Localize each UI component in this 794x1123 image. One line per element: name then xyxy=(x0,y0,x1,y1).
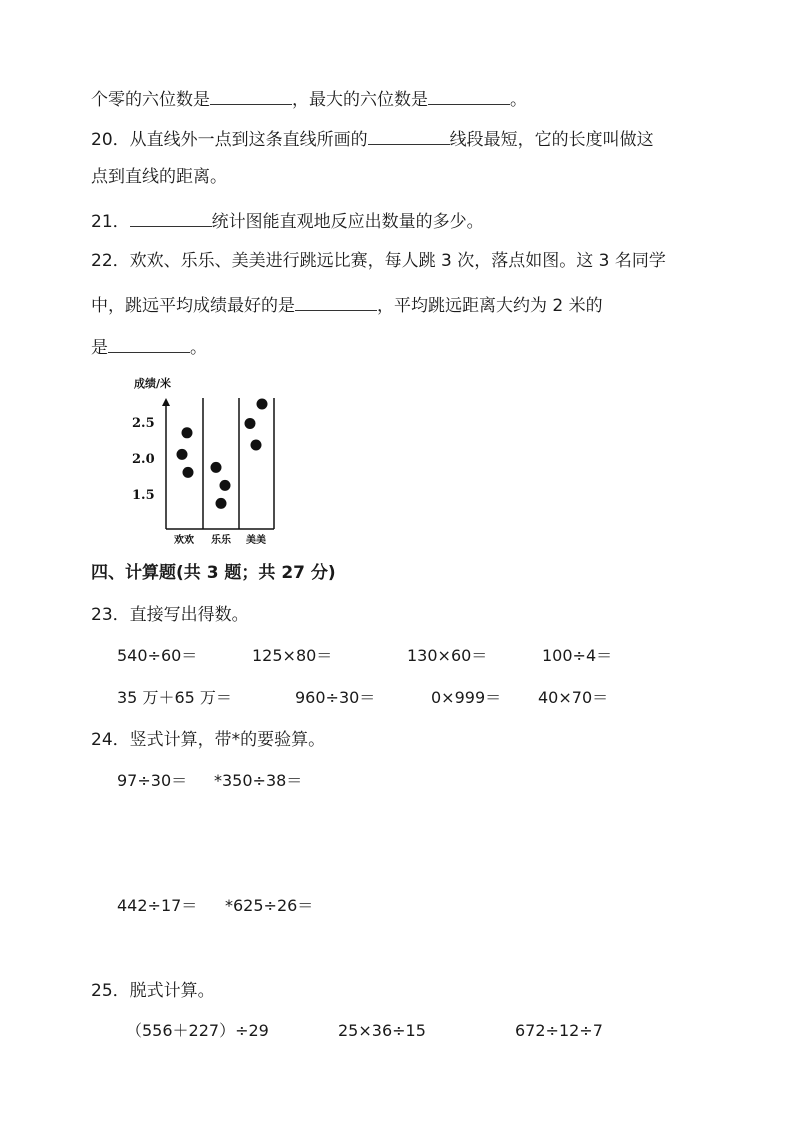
q24-expr-3: 442÷17＝ xyxy=(117,896,198,915)
q22-line1: 22．欢欢、乐乐、美美进行跳远比赛，每人跳 3 次，落点如图。这 3 名同学 xyxy=(91,251,666,271)
jump-scatter-chart xyxy=(128,372,278,548)
q22-text3: 是 xyxy=(91,338,108,358)
q20-text2: 线段最短，它的长度叫做这 xyxy=(449,130,654,150)
y-tick-label: 1.5 xyxy=(132,488,155,503)
q25-expr-1: （556＋227）÷29 xyxy=(126,1021,269,1040)
y-axis-arrow xyxy=(162,398,170,406)
q23-expr-5: 35 万＋65 万＝ xyxy=(117,688,232,707)
q23-expr-8: 40×70＝ xyxy=(538,688,609,707)
q24-expr-4: *625÷26＝ xyxy=(225,896,314,915)
y-axis-label: 成绩/米 xyxy=(134,377,172,390)
q20-text1: 20．从直线外一点到这条直线所画的 xyxy=(91,130,368,150)
q23-expr-1: 540÷60＝ xyxy=(117,646,198,665)
q19-text1: 个零的六位数是 xyxy=(91,90,210,110)
x-category-label: 乐乐 xyxy=(211,535,231,546)
q20-line1 xyxy=(91,126,654,151)
q25-expr-3: 672÷12÷7 xyxy=(515,1021,603,1040)
q23-title: 23．直接写出得数。 xyxy=(91,605,249,625)
q25-title: 25．脱式计算。 xyxy=(91,981,215,1001)
q25-expr-2: 25×36÷15 xyxy=(338,1021,426,1040)
q23-expr-6: 960÷30＝ xyxy=(295,688,376,707)
data-point xyxy=(182,427,193,438)
data-point xyxy=(183,467,194,478)
q22-line2 xyxy=(91,292,603,317)
data-point xyxy=(177,449,188,460)
q19-text2: ，最大的六位数是 xyxy=(292,90,428,110)
q22-text2: ，平均跳远距离大约为 2 米的 xyxy=(377,296,603,316)
q22-blank2[interactable] xyxy=(108,334,190,353)
q21-blank[interactable] xyxy=(130,208,212,227)
data-point xyxy=(251,440,262,451)
x-category-label: 美美 xyxy=(246,535,266,546)
q19-text3: 。 xyxy=(510,90,527,110)
data-point xyxy=(211,462,222,473)
q22-text1: 中，跳远平均成绩最好的是 xyxy=(91,296,295,316)
q21-line xyxy=(91,208,484,233)
data-point xyxy=(220,480,231,491)
data-point xyxy=(216,498,227,509)
q22-blank1[interactable] xyxy=(295,292,377,311)
q21-number: 21． xyxy=(91,212,130,232)
q23-expr-7: 0×999＝ xyxy=(431,688,502,707)
q23-expr-2: 125×80＝ xyxy=(252,646,333,665)
q23-expr-3: 130×60＝ xyxy=(407,646,488,665)
q24-title: 24．竖式计算，带*的要验算。 xyxy=(91,730,326,750)
q21-text: 统计图能直观地反应出数量的多少。 xyxy=(211,212,484,232)
q19-blank1[interactable] xyxy=(210,86,292,105)
q23-expr-4: 100÷4＝ xyxy=(542,646,613,665)
q20-blank[interactable] xyxy=(368,126,450,145)
y-tick-label: 2.5 xyxy=(132,416,155,431)
q22-line3 xyxy=(91,334,207,359)
q19-line xyxy=(91,86,527,111)
section-title: 四、计算题(共 3 题；共 27 分) xyxy=(91,563,336,583)
data-point xyxy=(245,418,256,429)
q20-line2: 点到直线的距离。 xyxy=(91,167,227,187)
q24-expr-2: *350÷38＝ xyxy=(214,771,303,790)
q22-text4: 。 xyxy=(190,338,207,358)
data-point xyxy=(257,399,268,410)
x-category-label: 欢欢 xyxy=(174,535,194,546)
q24-expr-1: 97÷30＝ xyxy=(117,771,188,790)
y-tick-label: 2.0 xyxy=(132,452,155,467)
q19-blank2[interactable] xyxy=(428,86,510,105)
